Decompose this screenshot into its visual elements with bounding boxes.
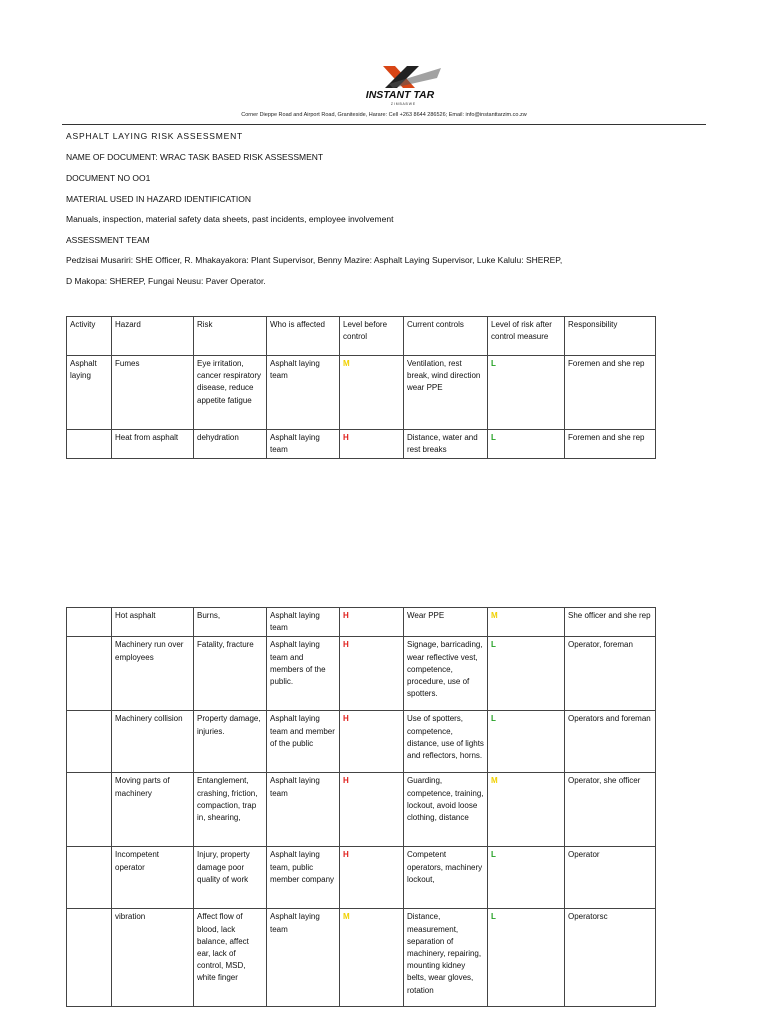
table-row [67,909,656,1007]
level-after-cell: L [488,909,565,1007]
level-before-cell: M [340,909,404,1007]
level-before-cell: H [340,637,404,711]
controls-cell: Distance, water and rest breaks [404,430,488,459]
team-members-line1: Pedzisai Musariri: SHE Officer, R. Mhakayakora: Plant Supervisor, Benny Mazire: Asphalt Laying Supervisor, Luke Kalulu: SHEREP, [66,255,563,265]
header-hazard: Hazard [112,317,194,356]
material-heading: MATERIAL USED IN HAZARD IDENTIFICATION [66,194,251,204]
level-after-cell: M [488,773,565,847]
controls-cell: Use of spotters, competence, distance, use of lights and reflectors, horns. [404,711,488,773]
activity-cell [67,608,112,637]
controls-cell: Wear PPE [404,608,488,637]
level-after-cell: L [488,847,565,909]
hazard-cell: Moving parts of machinery [112,773,194,847]
table-row [67,356,656,430]
company-address: Corner Dieppe Road and Airport Road, Graniteside, Harare: Cell +263 8644 286526; Email: info@instanttarzim.co.zw [241,112,527,118]
controls-cell: Guarding, competence, training, lockout, avoid loose clothing, distance [404,773,488,847]
hazard-cell: Hot asphalt [112,608,194,637]
activity-cell [67,711,112,773]
who-affected-cell: Asphalt laying team and member of the public [267,711,340,773]
responsibility-cell: Foremen and she rep [565,356,656,430]
responsibility-cell: She officer and she rep [565,608,656,637]
header-level-before: Level before control [340,317,404,356]
level-before-cell: H [340,711,404,773]
hazard-cell: Machinery collision [112,711,194,773]
responsibility-cell: Operator [565,847,656,909]
risk-table-page2 [66,607,656,1007]
risk-cell: Fatality, fracture [194,637,267,711]
level-after-cell: L [488,637,565,711]
hazard-cell: vibration [112,909,194,1007]
hazard-cell: Incompetent operator [112,847,194,909]
activity-cell [67,909,112,1007]
risk-cell: dehydration [194,430,267,459]
who-affected-cell: Asphalt laying team [267,430,340,459]
risk-table-page1 [66,316,656,459]
table-row [67,430,656,459]
responsibility-cell: Operator, foreman [565,637,656,711]
logo-subtext: Z I M B A B W E [390,102,416,106]
risk-cell: Eye irritation, cancer respiratory disease, reduce appetite fatigue [194,356,267,430]
level-after-cell: L [488,430,565,459]
level-after-cell: M [488,608,565,637]
header-who-affected: Who is affected [267,317,340,356]
team-heading: ASSESSMENT TEAM [66,235,150,245]
header-level-after: Level of risk after control measure [488,317,565,356]
table-row [67,773,656,847]
document-name: NAME OF DOCUMENT: WRAC TASK BASED RISK ASSESSMENT [66,152,324,162]
header-divider [62,124,706,125]
table-row [67,608,656,637]
activity-cell [67,773,112,847]
hazard-cell: Machinery run over employees [112,637,194,711]
responsibility-cell: Operators and foreman [565,711,656,773]
table-row [67,711,656,773]
risk-cell: Burns, [194,608,267,637]
level-before-cell: H [340,847,404,909]
team-members-line2: D Makopa: SHEREP, Fungai Neusu: Paver Operator. [66,276,266,286]
controls-cell: Competent operators, machinery lockout, [404,847,488,909]
logo-text: INSTANT TAR [365,89,435,101]
level-after-cell: L [488,711,565,773]
table-row [67,847,656,909]
who-affected-cell: Asphalt laying team [267,608,340,637]
risk-cell: Injury, property damage poor quality of work [194,847,267,909]
controls-cell: Signage, barricading, wear reflective vest, competence, procedure, use of spotters. [404,637,488,711]
level-before-cell: H [340,430,404,459]
risk-cell: Entanglement, crashing, friction, compaction, trap in, shearing, [194,773,267,847]
who-affected-cell: Asphalt laying team [267,909,340,1007]
responsibility-cell: Foremen and she rep [565,430,656,459]
who-affected-cell: Asphalt laying team, public member company [267,847,340,909]
responsibility-cell: Operator, she officer [565,773,656,847]
level-before-cell: H [340,608,404,637]
material-text: Manuals, inspection, material safety data sheets, past incidents, employee involvement [66,214,394,224]
risk-cell: Property damage, injuries. [194,711,267,773]
document-number: DOCUMENT NO OO1 [66,173,151,183]
hazard-cell: Heat from asphalt [112,430,194,459]
hazard-cell: Fumes [112,356,194,430]
header-risk: Risk [194,317,267,356]
table-header-row [67,317,656,356]
risk-cell: Affect flow of blood, lack balance, affect ear, lack of control, MSD, white finger [194,909,267,1007]
activity-cell: Asphalt laying [67,356,112,430]
table-row [67,637,656,711]
who-affected-cell: Asphalt laying team [267,773,340,847]
header-activity: Activity [67,317,112,356]
activity-cell [67,430,112,459]
document-title: ASPHALT LAYING RISK ASSESSMENT [66,131,244,141]
responsibility-cell: Operatorsc [565,909,656,1007]
level-before-cell: M [340,356,404,430]
activity-cell [67,847,112,909]
level-before-cell: H [340,773,404,847]
who-affected-cell: Asphalt laying team [267,356,340,430]
controls-cell: Ventilation, rest break, wind direction wear PPE [404,356,488,430]
activity-cell [67,637,112,711]
who-affected-cell: Asphalt laying team and members of the public. [267,637,340,711]
controls-cell: Distance, measurement, separation of machinery, repairing, mounting kidney belts, wear gloves, rotation [404,909,488,1007]
company-logo [345,62,455,108]
header-current-controls: Current controls [404,317,488,356]
header-responsibility: Responsibility [565,317,656,356]
level-after-cell: L [488,356,565,430]
